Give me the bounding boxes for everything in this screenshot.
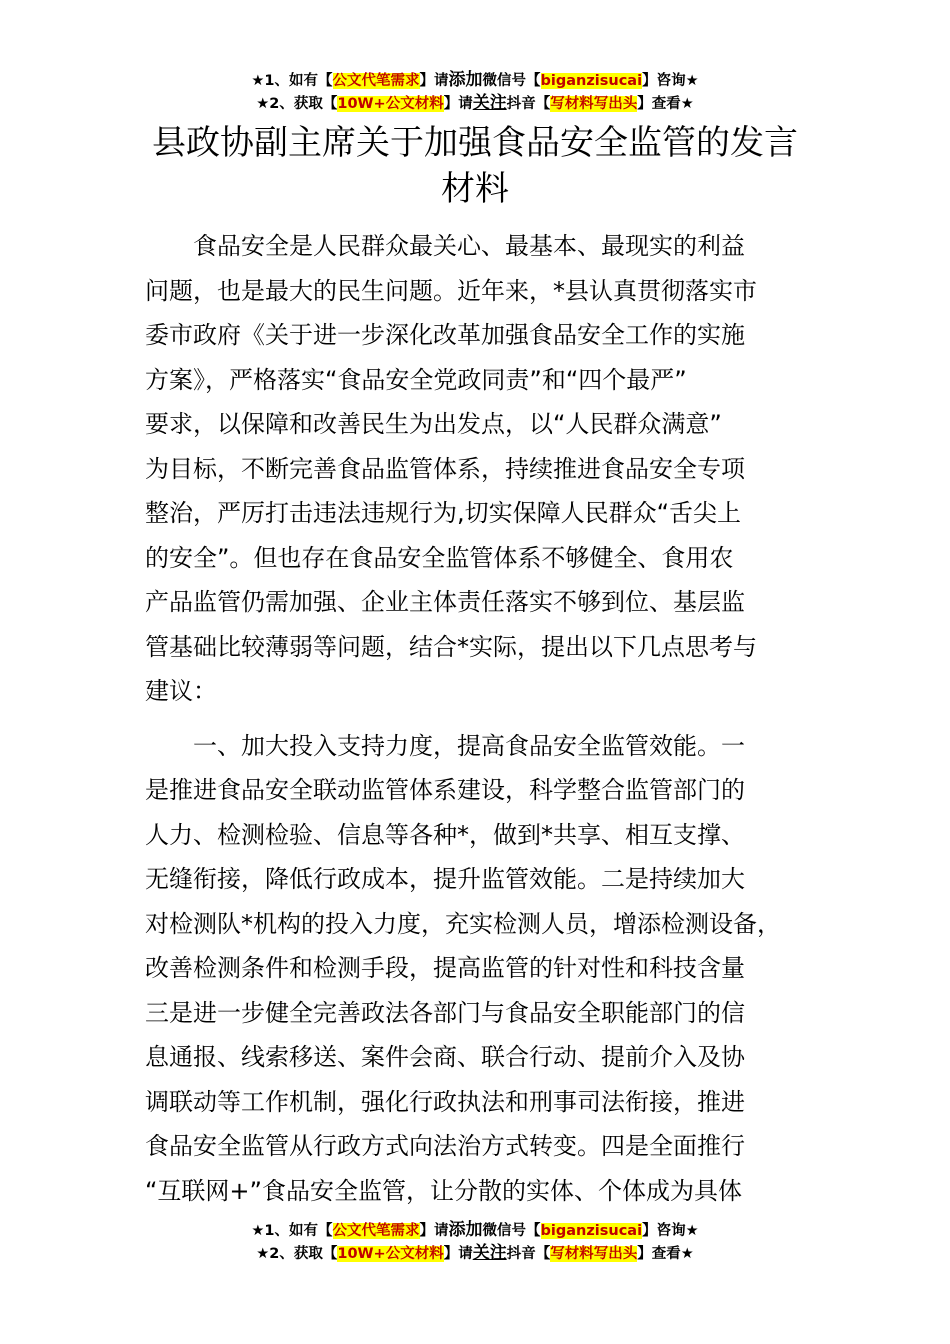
body-line: 要求，以保障和改善民生为出发点，以“人民群众满意” xyxy=(145,410,722,438)
title-line-2: 材料 xyxy=(441,169,509,209)
footer-banner xyxy=(0,1219,950,1265)
banner-line-2: ★2、获取【10W+公文材料】请关注抖音【写材料写出头】查看★ xyxy=(256,1243,694,1263)
body-line: 为目标，不断完善食品监管体系，持续推进食品安全专项 xyxy=(145,454,745,483)
banner-highlight: biganzisucai xyxy=(540,73,643,89)
document-body xyxy=(145,224,825,1213)
body-line: 息通报、线索移送、案件会商、联合行动、提前介入及协 xyxy=(145,1043,745,1071)
header-banner xyxy=(0,69,950,115)
body-line: 整治，严厉打击违法违规行为,切实保障人民群众“舌尖上 xyxy=(145,499,742,527)
body-line: 对检测队*机构的投入力度，充实检测人员，增添检测设备， xyxy=(145,909,781,938)
body-line: 委市政府《关于进一步深化改革加强食品安全工作的实施 xyxy=(145,321,745,349)
body-line: 一、加大投入支持力度，提高食品安全监管效能。一 xyxy=(193,731,745,760)
body-line: 建议： xyxy=(145,677,217,705)
body-line: 的安全”。但也存在食品安全监管体系不够健全、食用农 xyxy=(145,543,734,572)
body-line: 食品安全监管从行政方式向法治方式转变。四是全面推行 xyxy=(145,1132,745,1160)
banner-highlight: 公文代笔需求 xyxy=(332,1223,420,1239)
body-line: 食品安全是人民群众最关心、最基本、最现实的利益 xyxy=(193,232,745,260)
body-line: 三是进一步健全完善政法各部门与食品安全职能部门的信 xyxy=(145,998,745,1027)
body-line: 产品监管仍需加强、企业主体责任落实不够到位、基层监 xyxy=(145,588,745,616)
paragraph-gap xyxy=(145,714,825,724)
document-title xyxy=(90,120,860,212)
banner-highlight: 写材料写出头 xyxy=(550,96,638,112)
body-line: 改善检测条件和检测手段，提高监管的针对性和科技含量 xyxy=(145,954,745,982)
body-line: “互联网+”食品安全监管，让分散的实体、个体成为具体 xyxy=(145,1176,742,1205)
body-line: 是推进食品安全联动监管体系建设，科学整合监管部门的 xyxy=(145,776,745,804)
banner-line-1: ★1、如有【公文代笔需求】请添加微信号【biganzisucai】咨询★ xyxy=(251,1220,699,1240)
body-line: 无缝衔接，降低行政成本，提升监管效能。二是持续加大 xyxy=(145,865,745,893)
title-line-1: 县政协副主席关于加强食品安全监管的发言 xyxy=(152,123,798,163)
body-line: 人力、检测检验、信息等各种*，做到*共享、相互支撑、 xyxy=(145,820,745,849)
body-line: 调联动等工作机制，强化行政执法和刑事司法衔接，推进 xyxy=(145,1087,745,1116)
banner-highlight: 公文代笔需求 xyxy=(332,73,420,89)
banner-highlight: 写材料写出头 xyxy=(550,1246,638,1262)
body-line: 方案》，严格落实“食品安全党政同责”和“四个最严” xyxy=(145,365,687,394)
banner-highlight: 10W+公文材料 xyxy=(337,96,444,112)
body-line: 管基础比较薄弱等问题，结合*实际，提出以下几点思考与 xyxy=(145,632,757,661)
body-line: 问题，也是最大的民生问题。近年来，*县认真贯彻落实市 xyxy=(145,276,757,305)
banner-line-2: ★2、获取【10W+公文材料】请关注抖音【写材料写出头】查看★ xyxy=(256,93,694,113)
banner-highlight: 10W+公文材料 xyxy=(337,1246,444,1262)
banner-highlight: biganzisucai xyxy=(540,1223,643,1239)
banner-line-1: ★1、如有【公文代笔需求】请添加微信号【biganzisucai】咨询★ xyxy=(251,70,699,90)
